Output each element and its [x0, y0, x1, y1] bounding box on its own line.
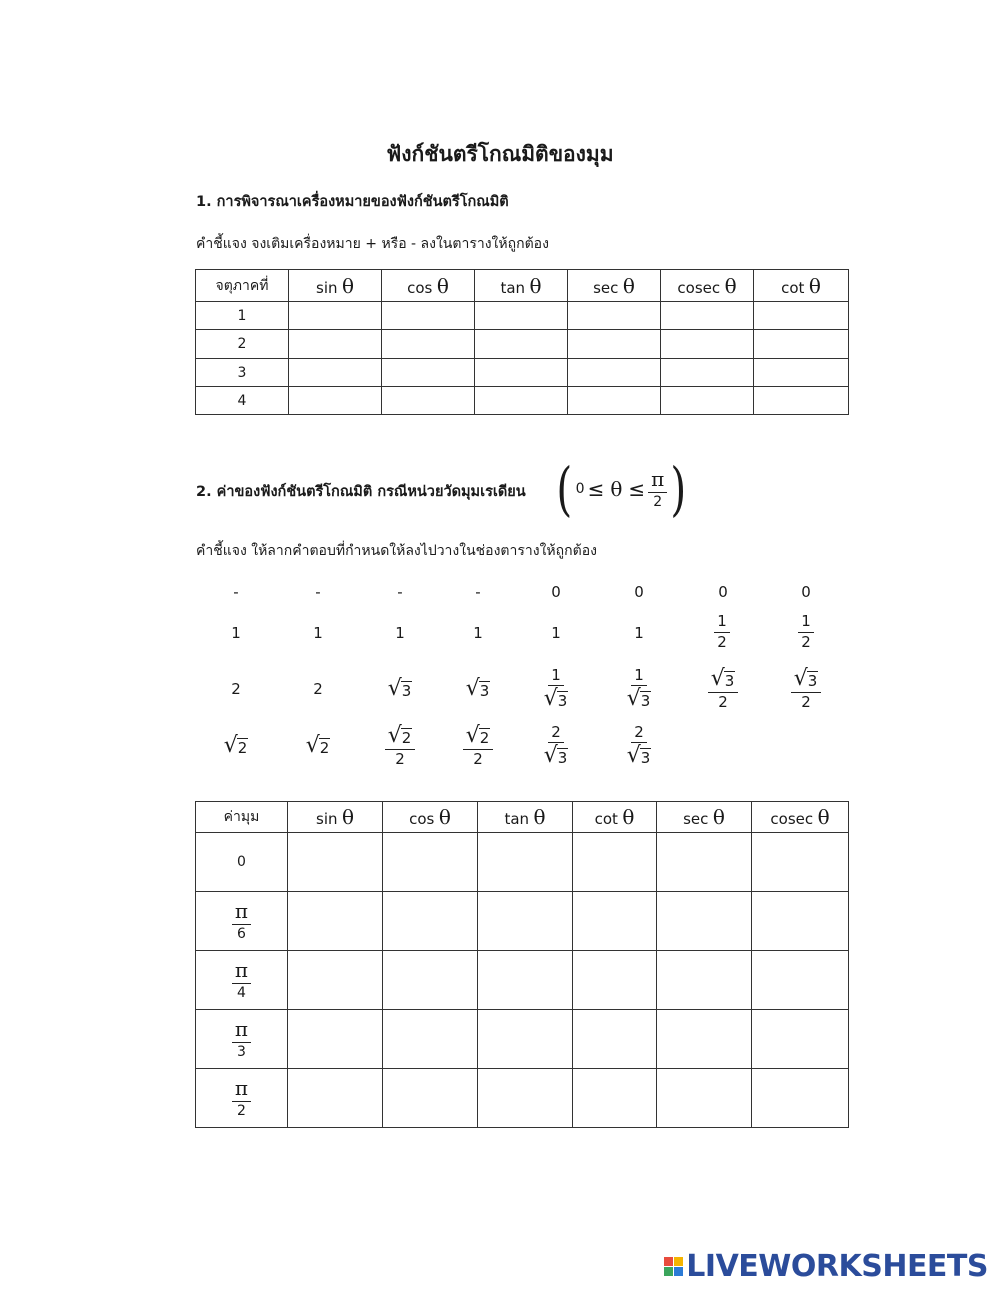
denominator: [624, 686, 655, 710]
numerator: [385, 722, 416, 750]
angle-label: [196, 1069, 288, 1128]
quadrant-label: 3: [196, 359, 289, 387]
theta-symbol: θ: [622, 805, 635, 829]
table-row: [196, 1010, 849, 1069]
theta-symbol: θ: [438, 805, 451, 829]
fn-label: tan: [504, 810, 530, 828]
answer-tile[interactable]: [365, 620, 435, 646]
quadrant-label: 4: [196, 387, 289, 415]
answer-cell[interactable]: [573, 951, 657, 1010]
answer-cell[interactable]: [661, 359, 754, 387]
answer-tile[interactable]: [443, 580, 513, 604]
pi-symbol: π: [232, 960, 251, 984]
answer-tile[interactable]: [443, 717, 513, 775]
fn-label: cos: [409, 810, 435, 828]
answer-cell[interactable]: [288, 1010, 383, 1069]
denominator: 2: [653, 493, 663, 510]
theta-symbol: θ: [712, 805, 725, 829]
answer-cell[interactable]: [657, 833, 752, 892]
numerator: 2: [548, 725, 564, 744]
answer-tile[interactable]: [283, 620, 353, 646]
fn-label: cot: [781, 278, 805, 297]
answer-cell[interactable]: [754, 359, 849, 387]
numerator: 1: [798, 614, 814, 633]
answer-tile[interactable]: [604, 717, 674, 775]
answer-cell[interactable]: [657, 951, 752, 1010]
table-row: [196, 951, 849, 1010]
answer-cell[interactable]: [289, 302, 382, 330]
left-paren: (: [556, 455, 573, 523]
answer-cell[interactable]: [382, 302, 475, 330]
answer-cell[interactable]: [478, 1069, 573, 1128]
answer-tile[interactable]: [201, 731, 271, 761]
section1-instruction: คำชี้แจง จงเติมเครื่องหมาย + หรือ - ลงในตารางให้ถูกต้อง: [196, 236, 549, 252]
tile-value: -: [397, 583, 403, 601]
answer-tile[interactable]: [443, 674, 513, 704]
tile-value: 0: [801, 583, 811, 601]
theta-symbol: θ: [341, 805, 354, 829]
answer-cell[interactable]: [478, 833, 573, 892]
tile-value: -: [233, 583, 239, 601]
sqrt: [627, 688, 652, 710]
answer-tile[interactable]: [283, 676, 353, 702]
answer-cell[interactable]: [661, 387, 754, 415]
denominator: 3: [237, 1043, 246, 1060]
sign-col-cos: [382, 270, 475, 302]
answer-tile[interactable]: [283, 731, 353, 761]
sqrt: [793, 665, 819, 691]
answer-cell[interactable]: [289, 359, 382, 387]
sqrt: [627, 745, 652, 767]
answer-tile[interactable]: [521, 660, 591, 718]
answer-cell[interactable]: [568, 387, 661, 415]
answer-tile[interactable]: [687, 606, 757, 658]
theta-symbol: θ: [622, 273, 635, 298]
answer-cell[interactable]: [382, 387, 475, 415]
pi-fraction: [232, 1016, 251, 1060]
denominator: [624, 743, 655, 767]
sqrt-sign: √: [626, 686, 641, 712]
right-paren: ): [670, 455, 687, 523]
theta-range: [553, 455, 690, 523]
radicand: 3: [401, 682, 412, 700]
sign-col-cosec: [661, 270, 754, 302]
section2-heading: 2. ค่าของฟังก์ชันตรีโกณมิติ กรณีหน่วยวัดมุมเรเดียน: [196, 484, 526, 500]
sqrt-sign: √: [223, 733, 238, 758]
theta-symbol: θ: [808, 273, 821, 298]
angle-label: [196, 892, 288, 951]
fraction: [624, 665, 655, 712]
numerator: [791, 665, 822, 693]
sqrt: [710, 665, 736, 691]
fn-label: sin: [316, 278, 338, 297]
angle-label: 0: [196, 833, 288, 892]
answer-tile[interactable]: [688, 580, 758, 604]
radicand: 3: [640, 749, 651, 768]
tile-value: 1: [473, 624, 483, 642]
fraction: [463, 722, 494, 768]
sqrt-sign: √: [793, 665, 808, 691]
numerator: [463, 722, 494, 750]
pi-fraction: [232, 957, 251, 1001]
answer-tile[interactable]: [443, 620, 513, 646]
value-table-header: [196, 802, 849, 833]
tile-value: 1: [395, 624, 405, 642]
angle-label: [196, 1010, 288, 1069]
radicand: 2: [401, 728, 412, 747]
tile-value: 0: [718, 583, 728, 601]
sqrt: [387, 722, 413, 748]
sign-col-sin: [289, 270, 382, 302]
fraction: [624, 722, 655, 769]
logo-square: [664, 1267, 673, 1276]
sqrt: [224, 735, 249, 757]
theta-symbol: θ: [610, 477, 623, 501]
radicand: 2: [319, 739, 330, 757]
answer-tile[interactable]: [365, 580, 435, 604]
fn-label: cos: [407, 278, 433, 297]
denominator: 2: [395, 749, 405, 768]
sqrt: [544, 688, 569, 710]
denominator: 2: [801, 632, 811, 651]
table-row: [196, 387, 849, 415]
tile-value: 1: [231, 624, 241, 642]
fn-label: sec: [683, 810, 709, 828]
radicand: 3: [807, 671, 818, 690]
answer-cell[interactable]: [382, 330, 475, 359]
answer-cell[interactable]: [475, 387, 568, 415]
denominator: 2: [473, 749, 483, 768]
sqrt-sign: √: [543, 686, 558, 712]
logo-square: [674, 1267, 683, 1276]
theta-symbol: θ: [436, 273, 449, 298]
answer-cell[interactable]: [754, 387, 849, 415]
answer-cell[interactable]: [288, 892, 383, 951]
logo-mark-icon: [664, 1257, 683, 1276]
numerator: [708, 665, 739, 693]
tile-value: 2: [231, 680, 241, 698]
pi-fraction: [232, 898, 251, 942]
le-symbol: ≤: [628, 477, 646, 501]
denominator: 2: [801, 692, 811, 711]
answer-cell[interactable]: [752, 1010, 849, 1069]
sqrt: [306, 735, 331, 757]
logo-square: [664, 1257, 673, 1266]
sqrt: [465, 722, 491, 748]
answer-cell[interactable]: [573, 1069, 657, 1128]
denominator: [541, 743, 572, 767]
fraction: [541, 665, 572, 712]
pi-symbol: π: [232, 901, 251, 925]
answer-tile[interactable]: [771, 660, 841, 718]
fraction: [791, 665, 822, 711]
answer-cell[interactable]: [657, 1010, 752, 1069]
answer-tile[interactable]: [201, 580, 271, 604]
sign-col-sec: [568, 270, 661, 302]
value-col-sin: [288, 802, 383, 833]
table-row: [196, 330, 849, 359]
answer-cell[interactable]: [475, 330, 568, 359]
answer-cell[interactable]: [288, 833, 383, 892]
answer-cell[interactable]: [383, 892, 478, 951]
answer-tile[interactable]: [688, 660, 758, 718]
fn-label: cosec: [677, 278, 721, 297]
answer-cell[interactable]: [478, 951, 573, 1010]
answer-tile[interactable]: [604, 660, 674, 718]
sign-table-header: [196, 270, 849, 302]
numerator: 1: [631, 668, 647, 687]
answer-cell[interactable]: [657, 1069, 752, 1128]
answer-cell[interactable]: [289, 387, 382, 415]
answer-cell[interactable]: [289, 330, 382, 359]
answer-tile[interactable]: [604, 620, 674, 646]
fn-label: sec: [593, 278, 619, 297]
pi-over-two: [648, 466, 667, 510]
sqrt-sign: √: [305, 733, 320, 758]
logo-text: LIVEWORKSHEETS: [686, 1249, 988, 1284]
fn-label: cot: [594, 810, 618, 828]
theta-symbol: θ: [724, 273, 737, 298]
answer-tile[interactable]: [604, 580, 674, 604]
radicand: 3: [479, 682, 490, 700]
answer-cell[interactable]: [568, 302, 661, 330]
pi-symbol: π: [232, 1019, 251, 1043]
value-table-corner: ค่ามุม: [196, 802, 288, 833]
radicand: 3: [557, 692, 568, 711]
value-col-sec: [657, 802, 752, 833]
answer-tile[interactable]: [201, 676, 271, 702]
le-symbol: ≤: [587, 477, 605, 501]
section2-instruction: คำชี้แจง ให้ลากคำตอบที่กำหนดให้ลงไปวางในช่องตารางให้ถูกต้อง: [196, 543, 597, 559]
value-col-tan: [478, 802, 573, 833]
sqrt-sign: √: [387, 676, 402, 701]
answer-cell[interactable]: [568, 359, 661, 387]
value-col-cosec: [752, 802, 849, 833]
pi-symbol: π: [232, 1078, 251, 1102]
table-row: [196, 302, 849, 330]
numerator: 1: [714, 614, 730, 633]
answer-cell[interactable]: [573, 892, 657, 951]
tile-value: 1: [634, 624, 644, 642]
denominator: 6: [237, 925, 246, 942]
denominator: 2: [717, 632, 727, 651]
fraction: [385, 722, 416, 768]
quadrant-label: 1: [196, 302, 289, 330]
answer-cell[interactable]: [382, 359, 475, 387]
fraction: [541, 722, 572, 769]
page-title: ฟังก์ชันตรีโกณมิติของมุม: [386, 142, 614, 166]
answer-cell[interactable]: [573, 1010, 657, 1069]
fraction: [798, 611, 814, 651]
sqrt-sign: √: [626, 743, 641, 769]
answer-cell[interactable]: [383, 951, 478, 1010]
answer-cell[interactable]: [657, 892, 752, 951]
theta-symbol: θ: [341, 273, 354, 298]
tile-value: 0: [551, 583, 561, 601]
denominator: 4: [237, 984, 246, 1001]
radicand: 3: [640, 692, 651, 711]
tile-value: -: [475, 583, 481, 601]
table-row: [196, 359, 849, 387]
answer-cell[interactable]: [752, 892, 849, 951]
tile-value: -: [315, 583, 321, 601]
answer-cell[interactable]: [475, 359, 568, 387]
sqrt-sign: √: [543, 743, 558, 769]
sqrt-sign: √: [710, 665, 725, 691]
sqrt-sign: √: [465, 722, 480, 748]
answer-tile[interactable]: [365, 674, 435, 704]
tile-value: 1: [551, 624, 561, 642]
radicand: 3: [724, 671, 735, 690]
answer-cell[interactable]: [752, 1069, 849, 1128]
sqrt-sign: √: [465, 676, 480, 701]
radicand: 2: [237, 739, 248, 757]
denominator: 2: [237, 1102, 246, 1119]
sqrt: [544, 745, 569, 767]
answer-tile[interactable]: [521, 580, 591, 604]
liveworksheets-logo: [664, 1249, 988, 1284]
radicand: 3: [557, 749, 568, 768]
sqrt-sign: √: [387, 722, 402, 748]
quadrant-label: 2: [196, 330, 289, 359]
sign-col-cot: [754, 270, 849, 302]
tile-value: 1: [313, 624, 323, 642]
fn-label: tan: [500, 278, 526, 297]
answer-cell[interactable]: [573, 833, 657, 892]
answer-tile[interactable]: [771, 580, 841, 604]
denominator: 2: [718, 692, 728, 711]
answer-cell[interactable]: [754, 330, 849, 359]
answer-cell[interactable]: [752, 833, 849, 892]
answer-cell[interactable]: [288, 951, 383, 1010]
value-col-cot: [573, 802, 657, 833]
value-table: [195, 801, 849, 1128]
table-row: [196, 1069, 849, 1128]
answer-cell[interactable]: [752, 951, 849, 1010]
logo-square: [674, 1257, 683, 1266]
pi-fraction: [232, 1075, 251, 1119]
answer-cell[interactable]: [383, 1010, 478, 1069]
fraction: [714, 611, 730, 651]
answer-cell[interactable]: [478, 1010, 573, 1069]
value-col-cos: [383, 802, 478, 833]
answer-cell[interactable]: [754, 302, 849, 330]
fn-label: cosec: [770, 810, 814, 828]
numerator: 1: [548, 668, 564, 687]
answer-cell[interactable]: [383, 833, 478, 892]
answer-cell[interactable]: [478, 892, 573, 951]
answer-cell[interactable]: [661, 302, 754, 330]
denominator: [541, 686, 572, 710]
sign-table-corner: จตุภาคที่: [196, 270, 289, 302]
range-zero: 0: [575, 481, 585, 497]
theta-symbol: θ: [817, 805, 830, 829]
tile-value: 0: [634, 583, 644, 601]
fn-label: sin: [316, 810, 338, 828]
pi-symbol: π: [648, 469, 667, 493]
answer-tile[interactable]: [521, 717, 591, 775]
sqrt: [388, 678, 413, 700]
sqrt: [466, 678, 491, 700]
answer-cell[interactable]: [661, 330, 754, 359]
tile-value: 2: [313, 680, 323, 698]
answer-cell[interactable]: [568, 330, 661, 359]
answer-cell[interactable]: [288, 1069, 383, 1128]
table-row: [196, 833, 849, 892]
numerator: 2: [631, 725, 647, 744]
theta-symbol: θ: [533, 805, 546, 829]
answer-tile[interactable]: [365, 717, 435, 775]
answer-tile[interactable]: [521, 620, 591, 646]
answer-tile[interactable]: [283, 580, 353, 604]
table-row: [196, 892, 849, 951]
answer-tile[interactable]: [771, 606, 841, 658]
answer-tile[interactable]: [201, 620, 271, 646]
answer-cell[interactable]: [383, 1069, 478, 1128]
angle-label: [196, 951, 288, 1010]
sign-col-tan: [475, 270, 568, 302]
answer-cell[interactable]: [475, 302, 568, 330]
fraction: [708, 665, 739, 711]
section1-heading: 1. การพิจารณาเครื่องหมายของฟังก์ชันตรีโกณมิติ: [196, 194, 509, 210]
sign-table: [195, 269, 849, 415]
theta-symbol: θ: [529, 273, 542, 298]
radicand: 2: [479, 728, 490, 747]
